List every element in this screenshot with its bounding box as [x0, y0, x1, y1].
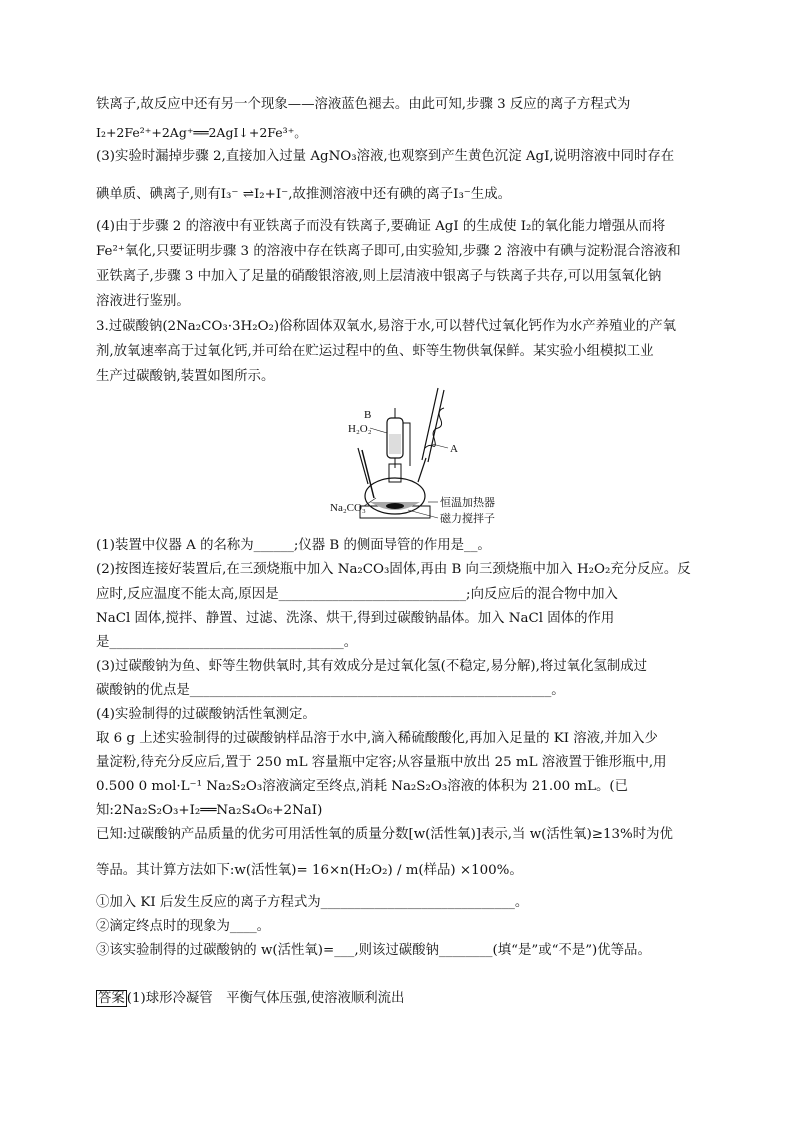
label-heater: 恒温加热器 [440, 496, 495, 509]
apparatus-figure [330, 378, 500, 528]
text-line-10: 剂,放氧速率高于过氧化钙,并可给在贮运过程中的鱼、虾等生物供氧保鲜。某实验小组模拟工业 [96, 344, 654, 359]
text-line-22: 0.500 0 mol·L⁻¹ Na₂S₂O₃溶液滴定至终点,消耗 Na₂S₂O₃溶液的体积为 21.00 mL。(已 [96, 779, 628, 794]
label-b: B [364, 409, 372, 421]
equation-line-step3: I₂+2Fe²⁺+2Ag⁺══2AgI↓+2Fe³⁺。 [96, 125, 307, 140]
text-line-16: 是___________________________________。 [96, 635, 358, 650]
subquestion-3: (3)过碳酸钠为鱼、虾等生物供氧时,其有效成分是过氧化氢(不稳定,易分解),将过氧化氢制成过 [96, 659, 648, 674]
subquestion-2: (2)按图连接好装置后,在三颈烧瓶中加入 Na₂CO₃固体,再由 B 向三颈烧瓶中加入 H₂O₂充分反应。反 [96, 562, 691, 577]
item-1: ①加入 KI 后发生反应的离子方程式为_____________________________。 [96, 895, 529, 910]
text-line-18: 碳酸钠的优点是______________________________________________________。 [96, 683, 565, 698]
text-line-5: (4)由于步骤 2 的溶液中有亚铁离子而没有铁离子,要确证 AgI 的生成使 I₂的氧化能力增强从而将 [96, 219, 666, 234]
text-line-23: 知:2Na₂S₂O₃+I₂══Na₂S₄O₆+2NaI) [96, 803, 323, 818]
text-line-8: 溶液进行鉴别。 [96, 294, 190, 309]
text-line-7: 亚铁离子,步骤 3 中加入了足量的硝酸银溶液,则上层清液中银离子与铁离子共存,可以用氢氧化钠 [96, 269, 662, 284]
text-line-14: 应时,反应温度不能太高,原因是____________________________;向反应后的混合物中加入 [96, 587, 618, 602]
formula-line: 等品。其计算方法如下:w(活性氧)= 16×n(H₂O₂) / m(样品) ×100%。 [96, 863, 523, 878]
text-line-1: 铁离子,故反应中还有另一个现象——溶液蓝色褪去。由此可知,步骤 3 反应的离子方程式为 [96, 97, 631, 112]
item-3: ③该实验制得的过碳酸钠的 w(活性氧)=___,则该过碳酸钠________(填“是”或“不是”)优等品。 [96, 943, 651, 958]
condenser-a [422, 388, 444, 462]
label-stirrer: 磁力搅拌子 [440, 512, 495, 525]
label-h2o2: H₂O₂ [348, 423, 372, 435]
thermometer [362, 450, 374, 498]
answer-line [96, 990, 404, 1008]
answer-tag: 答案 [98, 991, 125, 1006]
text-line-11: 生产过碳酸钠,装置如图所示。 [96, 369, 275, 384]
text-line-15: NaCl 固体,搅拌、静置、过滤、洗涤、烘干,得到过碳酸钠晶体。加入 NaCl 固体的作用 [96, 611, 615, 626]
text-line-20: 取 6 g 上述实验制得的过碳酸钠样品溶于水中,滴入稀硫酸酸化,再加入足量的 KI 溶液,并加入少 [96, 731, 658, 746]
text-line-6: Fe²⁺氧化,只要证明步骤 3 的溶液中存在铁离子即可,由实验知,步骤 2 溶液中有碘与淀粉混合溶液和 [96, 244, 681, 259]
label-a: A [450, 443, 458, 455]
item-2: ②滴定终点时的现象为____。 [96, 919, 271, 934]
text-line-24: 已知:过碳酸钠产品质量的优劣可用活性氧的质量分数[w(活性氧)]表示,当 w(活性氧)≥13%时为优 [96, 827, 673, 842]
text-line-3: (3)实验时漏掉步骤 2,直接加入过量 AgNO₃溶液,也观察到产生黄色沉淀 AgI,说明溶液中同时存在 [96, 149, 675, 164]
label-na2co3: Na₂CO₃ [330, 502, 366, 514]
question-3-intro: 3.过碳酸钠(2Na₂CO₃·3H₂O₂)俗称固体双氧水,易溶于水,可以替代过氧化钙作为水产养殖业的产氧 [96, 319, 676, 334]
subquestion-4: (4)实验制得的过碳酸钠活性氧测定。 [96, 707, 316, 722]
text-line-4: 碘单质、碘离子,则有I₃⁻ ⇌I₂+I⁻,故推测溶液中还有碘的离子I₃⁻生成。 [96, 187, 512, 202]
subquestion-1: (1)装置中仪器 A 的名称为______;仪器 B 的侧面导管的作用是__。 [96, 538, 491, 553]
answer-text: (1)球形冷凝管 平衡气体压强,使溶液顺利流出 [126, 991, 405, 1006]
text-line-21: 量淀粉,待充分反应后,置于 250 mL 容量瓶中定容;从容量瓶中放出 25 mL 溶液置于锥形瓶中,用 [96, 755, 667, 770]
